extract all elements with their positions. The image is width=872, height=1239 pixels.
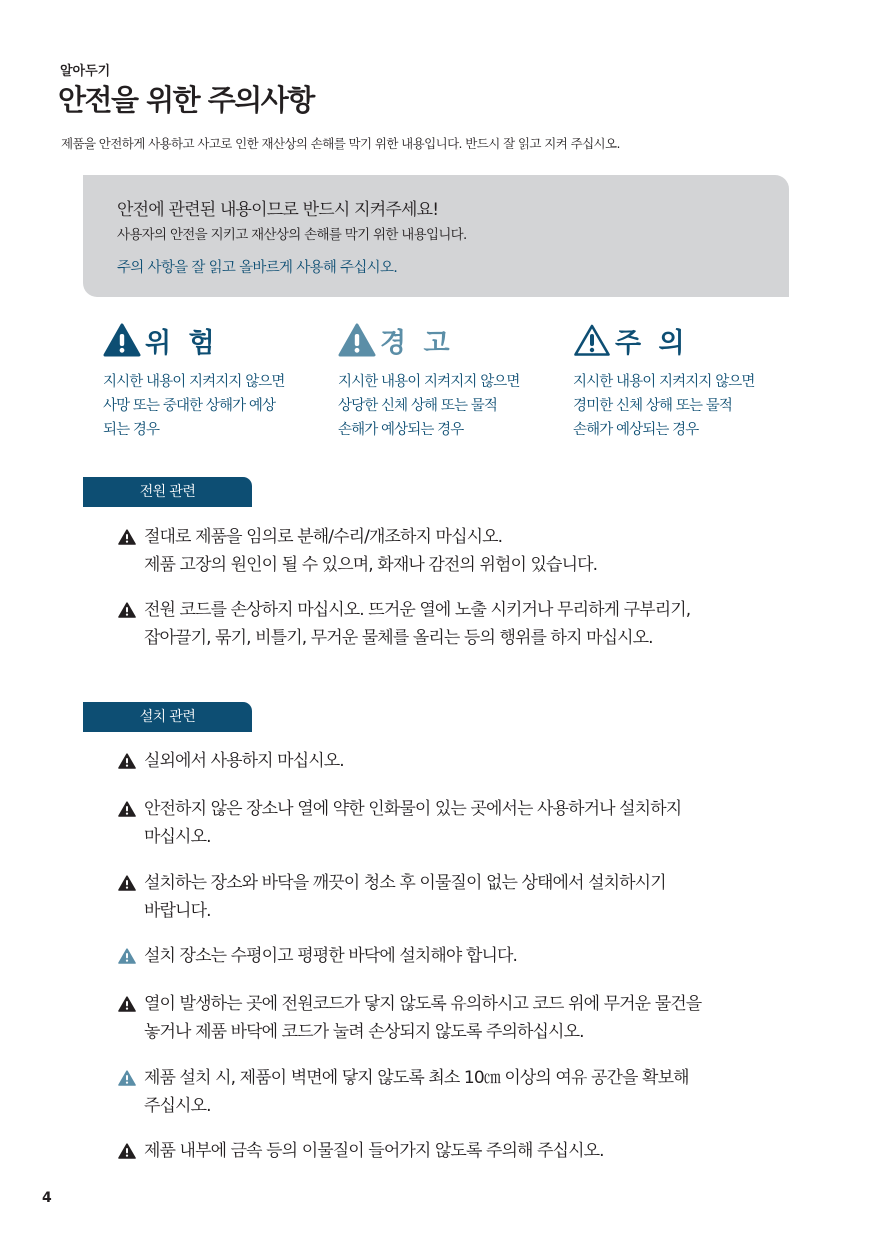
notice-accent: 주의 사항을 잘 읽고 올바르게 사용해 주십시오. <box>117 260 398 276</box>
item-line: 설치하는 장소와 바닥을 깨끗이 청소 후 이물질이 없는 상태에서 설치하시기 <box>144 873 666 893</box>
section-kicker: 알아두기 <box>60 64 111 79</box>
list-item <box>118 942 778 970</box>
warning-icon <box>118 948 136 964</box>
level-danger-desc <box>103 370 313 442</box>
notice-subtitle: 사용자의 안전을 지키고 재산상의 손해를 막기 위한 내용입니다. <box>117 227 467 243</box>
level-desc-line: 경미한 신체 상해 또는 물적 <box>573 398 733 414</box>
level-desc-line: 지시한 내용이 지켜지지 않으면 <box>103 374 285 390</box>
level-caution-name: 주 의 <box>615 327 689 359</box>
list-item <box>118 523 778 579</box>
danger-icon <box>118 529 136 545</box>
section-tab-installation: 설치 관련 <box>83 702 252 732</box>
item-line: 안전하지 않은 장소나 열에 약한 인화물이 있는 곳에서는 사용하거나 설치하지 <box>144 799 682 819</box>
item-line: 제품 내부에 금속 등의 이물질이 들어가지 않도록 주의해 주십시오. <box>144 1141 604 1161</box>
item-line: 설치 장소는 수평이고 평평한 바닥에 설치해야 합니다. <box>144 946 518 966</box>
caution-icon <box>573 323 611 357</box>
level-warning-name: 경 고 <box>380 327 454 359</box>
page-subtitle: 제품을 안전하게 사용하고 사고로 인한 재산상의 손해를 막기 위한 내용입니다. 반드시 잘 읽고 지켜 주십시오. <box>61 136 620 151</box>
level-danger-name: 위 험 <box>145 327 219 359</box>
level-desc-line: 되는 경우 <box>103 422 160 438</box>
warning-icon <box>118 1070 136 1086</box>
page-number: 4 <box>42 1190 52 1206</box>
list-item <box>118 747 778 775</box>
list-item <box>118 869 778 925</box>
level-desc-line: 지시한 내용이 지켜지지 않으면 <box>573 374 755 390</box>
item-line: 마십시오. <box>144 827 211 847</box>
list-item <box>118 1137 778 1165</box>
level-caution-desc <box>573 370 783 442</box>
danger-icon <box>118 1143 136 1159</box>
item-line: 주십시오. <box>144 1096 211 1116</box>
level-desc-line: 손해가 예상되는 경우 <box>338 422 464 438</box>
item-line: 제품 고장의 원인이 될 수 있으며, 화재나 감전의 위험이 있습니다. <box>144 555 598 575</box>
level-desc-line: 상당한 신체 상해 또는 물적 <box>338 398 498 414</box>
notice-title: 안전에 관련된 내용이므로 반드시 지켜주세요! <box>117 200 439 220</box>
danger-icon <box>118 753 136 769</box>
list-item <box>118 990 778 1046</box>
page-title: 안전을 위한 주의사항 <box>58 83 314 117</box>
item-line: 잡아끌기, 묶기, 비틀기, 무거운 물체를 올리는 등의 행위를 하지 마십시오. <box>144 628 653 648</box>
notice-box <box>83 175 789 297</box>
level-caution <box>573 320 783 442</box>
danger-icon <box>103 323 141 357</box>
level-warning <box>338 320 548 442</box>
item-line: 열이 발생하는 곳에 전원코드가 닿지 않도록 유의하시고 코드 위에 무거운 물건을 <box>144 994 702 1014</box>
section-tab-power: 전원 관련 <box>83 477 252 507</box>
level-desc-line: 사망 또는 중대한 상해가 예상 <box>103 398 276 414</box>
list-item <box>118 795 778 851</box>
danger-icon <box>118 801 136 817</box>
item-line: 놓거나 제품 바닥에 코드가 눌려 손상되지 않도록 주의하십시오. <box>144 1022 584 1042</box>
item-line: 제품 설치 시, 제품이 벽면에 닿지 않도록 최소 10㎝ 이상의 여유 공간을 확보해 <box>144 1068 689 1088</box>
danger-icon <box>118 996 136 1012</box>
item-line: 실외에서 사용하지 마십시오. <box>144 751 344 771</box>
level-desc-line: 손해가 예상되는 경우 <box>573 422 699 438</box>
item-line: 바랍니다. <box>144 901 211 921</box>
level-desc-line: 지시한 내용이 지켜지지 않으면 <box>338 374 520 390</box>
danger-icon <box>118 875 136 891</box>
warning-icon <box>338 323 376 357</box>
level-warning-desc <box>338 370 548 442</box>
list-item <box>118 1064 778 1120</box>
item-line: 절대로 제품을 임의로 분해/수리/개조하지 마십시오. <box>144 527 503 547</box>
level-danger <box>103 320 313 442</box>
danger-icon <box>118 602 136 618</box>
item-line: 전원 코드를 손상하지 마십시오. 뜨거운 열에 노출 시키거나 무리하게 구부리기, <box>144 600 691 620</box>
list-item <box>118 596 778 652</box>
